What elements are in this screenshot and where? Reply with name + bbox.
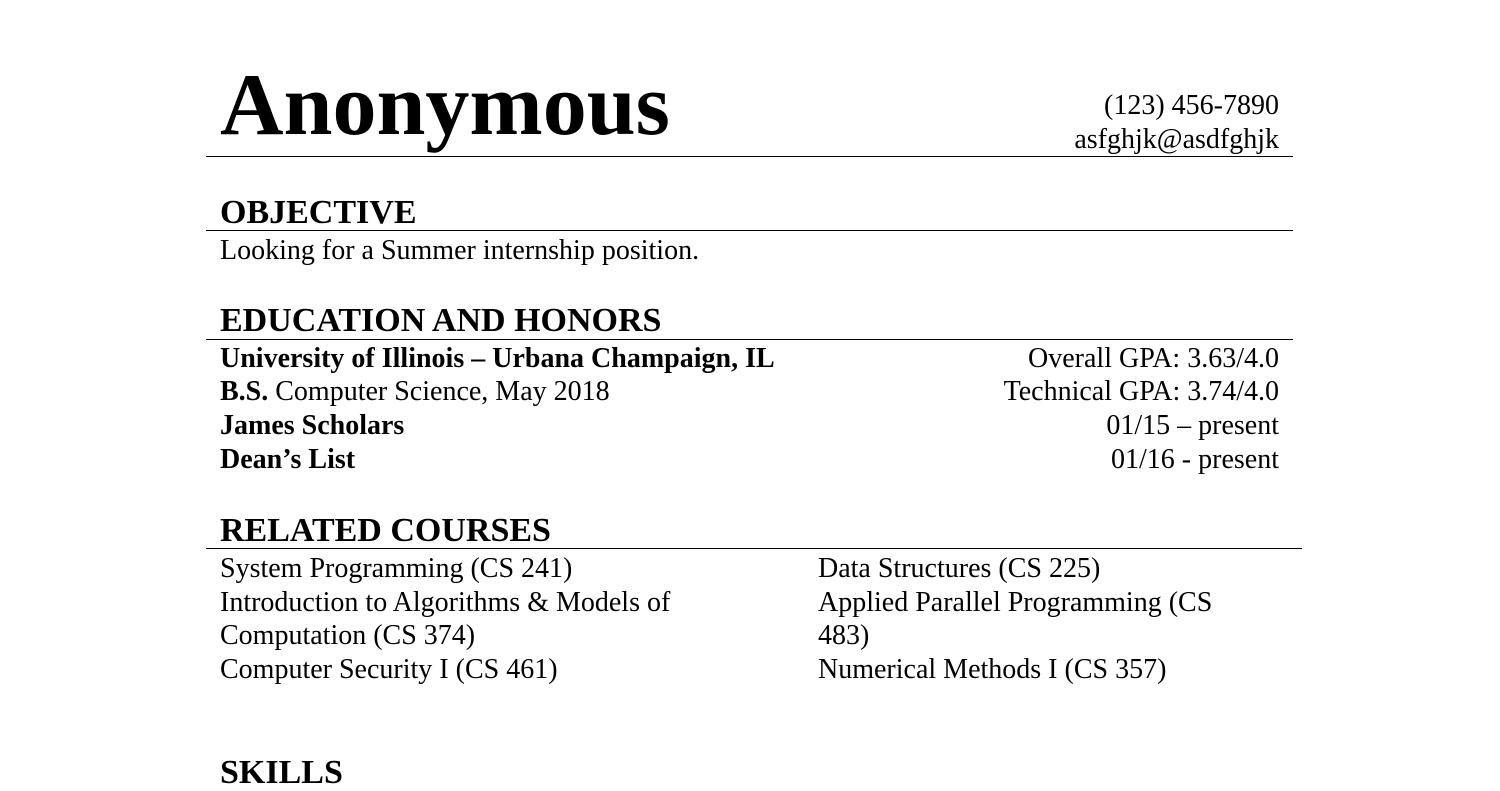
education-row-bold: James Scholars	[220, 410, 405, 441]
contact-phone: (123) 456-7890	[1104, 90, 1279, 121]
education-row	[220, 412, 404, 440]
courses-divider	[206, 548, 1302, 549]
education-row-right: 01/16 - present	[1111, 444, 1279, 475]
education-row-bold: B.S.	[220, 376, 269, 407]
education-heading: EDUCATION AND HONORS	[220, 302, 662, 339]
course-item: Data Structures (CS 225)	[818, 553, 1101, 584]
header-divider	[206, 156, 1293, 157]
course-item: System Programming (CS 241)	[220, 553, 573, 584]
objective-heading: OBJECTIVE	[220, 194, 417, 231]
education-row-bold: University of Illinois – Urbana Champaign, IL	[220, 343, 775, 374]
objective-divider	[206, 230, 1293, 231]
course-item: Computer Security I (CS 461)	[220, 654, 558, 685]
course-item: Introduction to Algorithms & Models of	[220, 587, 671, 618]
education-row	[220, 446, 355, 474]
education-divider	[206, 339, 1293, 340]
education-row-bold: Dean’s List	[220, 444, 356, 475]
education-row-right: 01/15 – present	[1106, 410, 1279, 441]
education-row-right: Overall GPA: 3.63/4.0	[1028, 343, 1279, 374]
course-item: 483)	[818, 620, 870, 651]
education-row	[220, 345, 775, 373]
course-item: Numerical Methods I (CS 357)	[818, 654, 1167, 685]
course-item: Applied Parallel Programming (CS	[818, 587, 1213, 618]
contact-email: asfghjk@asdfghjk	[1074, 124, 1279, 155]
resume-name: Anonymous	[220, 57, 670, 154]
education-row	[220, 378, 610, 406]
skills-heading: SKILLS	[220, 754, 343, 791]
courses-heading: RELATED COURSES	[220, 512, 551, 549]
education-row-right: Technical GPA: 3.74/4.0	[1003, 376, 1279, 407]
objective-text: Looking for a Summer internship position.	[220, 235, 700, 266]
education-row-text: Computer Science, May 2018	[268, 376, 610, 407]
course-item: Computation (CS 374)	[220, 620, 476, 651]
